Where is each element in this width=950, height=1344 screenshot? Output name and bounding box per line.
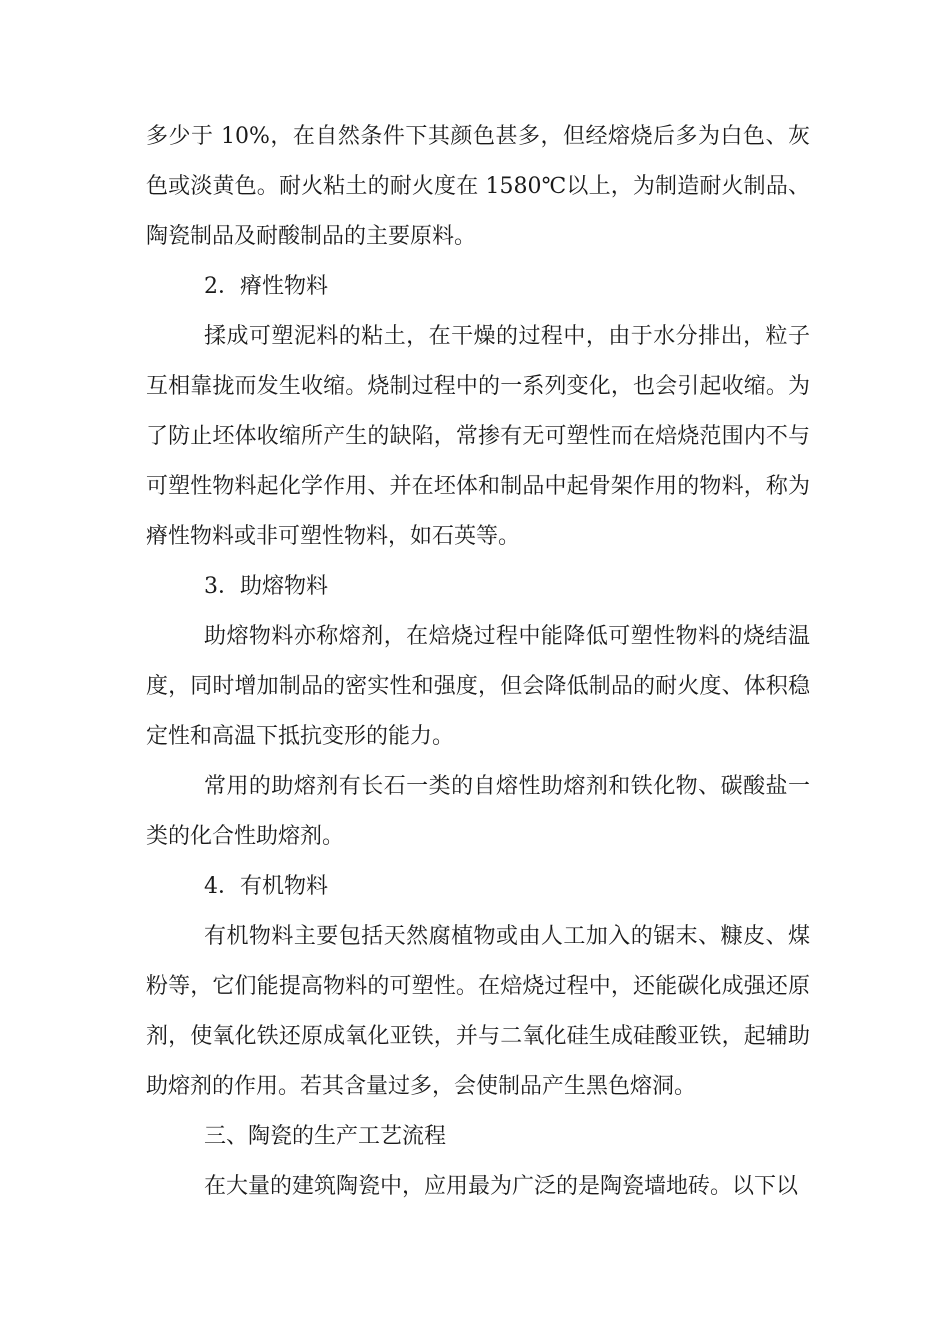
section-heading-3: 3．助熔物料: [204, 574, 328, 599]
section-heading-4: 4．有机物料: [204, 874, 328, 899]
document-body: [146, 112, 810, 1212]
paragraph: 有机物料主要包括天然腐植物或由人工加入的锯末、糠皮、煤粉等，它们能提高物料的可塑性。在焙烧过程中，还能碳化成强还原剂，使氧化铁还原成氧化亚铁，并与二氧化硅生成硅酸亚铁，起辅助助熔剂的作用。若其含量过多，会使制品产生黑色熔洞。: [146, 924, 810, 1099]
chapter-heading: 三、陶瓷的生产工艺流程: [204, 1124, 447, 1149]
paragraph: 揉成可塑泥料的粘土，在干燥的过程中，由于水分排出，粒子互相靠拢而发生收缩。烧制过程中的一系列变化，也会引起收缩。为了防止坯体收缩所产生的缺陷，常掺有无可塑性而在焙烧范围内不与可塑性物料起化学作用、并在坯体和制品中起骨架作用的物料，称为瘠性物料或非可塑性物料，如石英等。: [146, 324, 810, 549]
paragraph: 在大量的建筑陶瓷中，应用最为广泛的是陶瓷墙地砖。以下以: [204, 1174, 799, 1199]
paragraph: 常用的助熔剂有长石一类的自熔性助熔剂和铁化物、碳酸盐一类的化合性助熔剂。: [146, 774, 810, 849]
section-heading-2: 2．瘠性物料: [204, 274, 328, 299]
paragraph: 助熔物料亦称熔剂，在焙烧过程中能降低可塑性物料的烧结温度，同时增加制品的密实性和强度，但会降低制品的耐火度、体积稳定性和高温下抵抗变形的能力。: [146, 624, 810, 749]
paragraph-continuation: 多少于 10%，在自然条件下其颜色甚多，但经熔烧后多为白色、灰色或淡黄色。耐火粘土的耐火度在 1580℃以上，为制造耐火制品、陶瓷制品及耐酸制品的主要原料。: [146, 124, 810, 249]
